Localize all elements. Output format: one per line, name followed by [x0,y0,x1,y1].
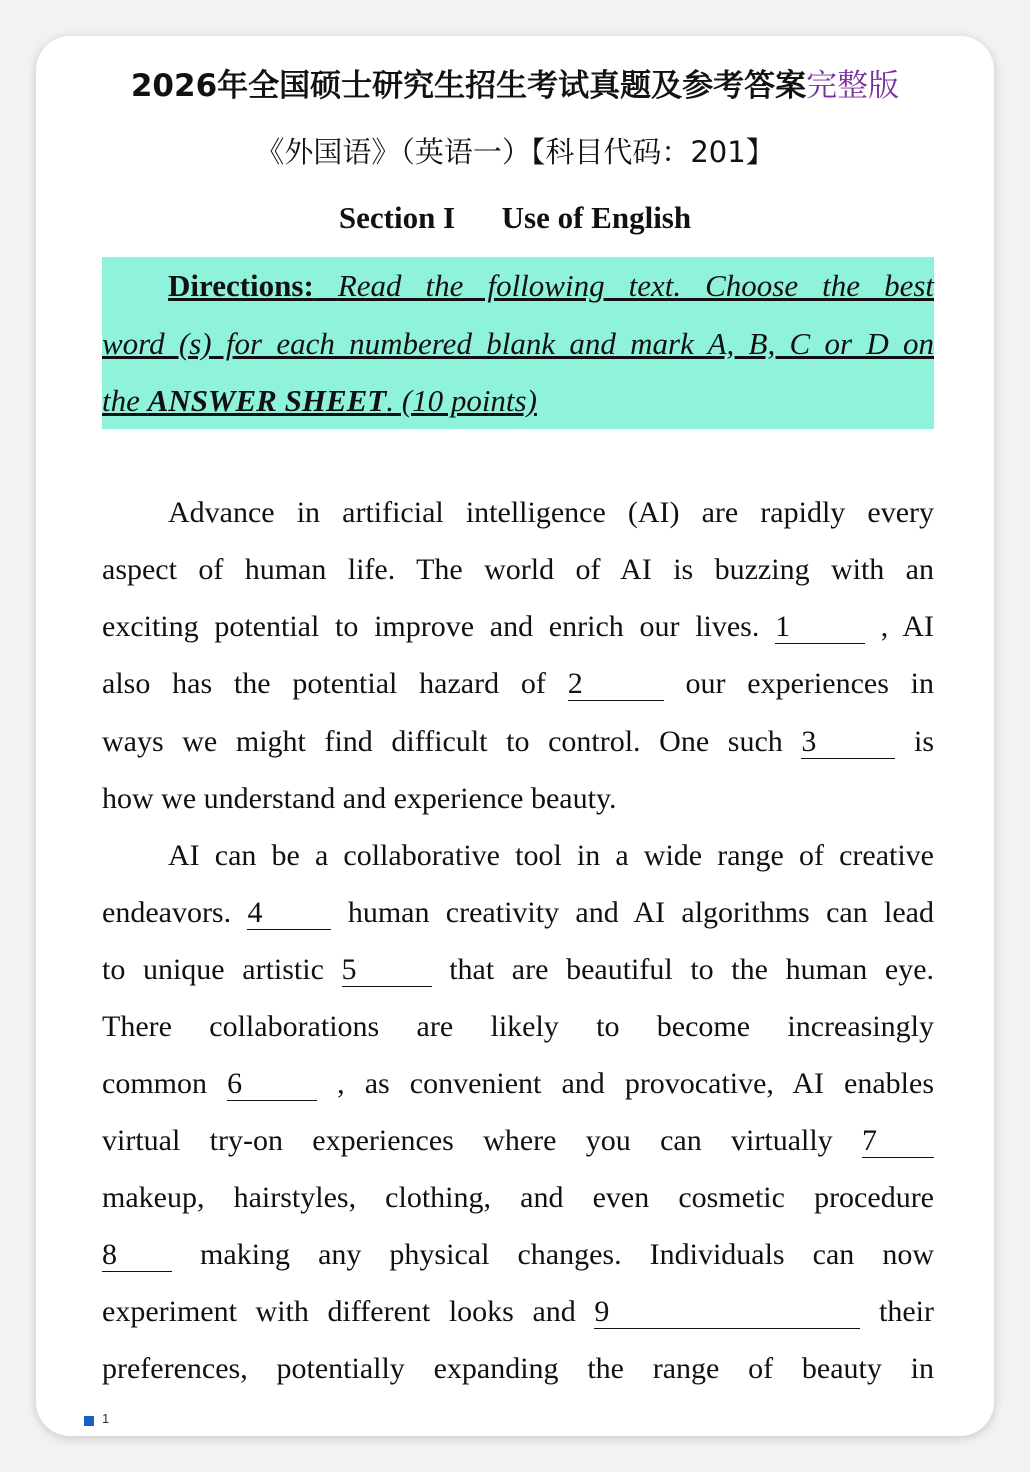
passage-text: exciting potential to improve and enrich our lives. [102,610,760,643]
passage-line [102,552,934,588]
directions-label: Directions: [168,268,314,303]
passage-line [102,1180,934,1216]
passage-line [102,781,934,817]
passage-line [102,838,934,874]
passage-text: makeup, hairstyles, clothing, and even cosmetic procedure [102,1181,934,1214]
page-marker [84,1416,94,1426]
passage-text: preferences, potentially expanding the range of beauty in [102,1352,934,1385]
passage-text: also has the potential hazard of [102,667,568,700]
directions-text-3b: . (10 points) [386,383,537,418]
passage-line [102,1123,934,1159]
exam-title [36,60,994,105]
passage-line [102,1009,934,1045]
passage-line [102,495,934,531]
passage-text: endeavors. [102,896,232,929]
passage-text: , as convenient and provocative, AI enables [337,1067,935,1100]
passage-text: virtual try-on experiences where you can virtually [102,1124,862,1157]
passage-text: that are beautiful to the human eye. [449,953,935,986]
passage-text: is [914,725,935,758]
section-heading: Section I Use of English [338,200,692,235]
passage-text: Advance in artificial intelligence (AI) are rapidly every [168,496,934,529]
passage-text: ways we might find difficult to control. One such [102,725,802,758]
passage-line [102,952,934,988]
answer-blank-2[interactable]: 2 [568,670,664,701]
document-page [36,36,994,1436]
answer-blank-7[interactable]: 7 [862,1127,934,1158]
passage-text: experiment with different looks and [102,1295,576,1328]
passage-text: aspect of human life. The world of AI is buzzing with an [102,553,934,586]
passage-line [102,895,934,931]
exam-title-main: 2026年全国硕士研究生招生考试真题及参考答案 [130,68,807,104]
passage-line [102,1351,934,1387]
directions-text-1: Read the following text. Choose the best [337,268,934,303]
directions-line-2: word (s) for each numbered blank and mark A, B, C or D on [102,326,934,361]
passage-text: common [102,1067,228,1100]
page-number: 1 [102,1411,110,1426]
passage-line [102,609,934,645]
answer-blank-6[interactable]: 6 [227,1070,317,1101]
exam-subtitle: 《外国语》（英语一）【科目代码：201】 [255,135,775,169]
passage-text: how we understand and experience beauty. [102,782,617,815]
passage-line [102,1294,934,1330]
passage-text: human creativity and AI algorithms can lead [347,896,934,929]
directions-box [102,257,934,429]
exam-title-accent: 完整版 [806,68,900,104]
answer-blank-9[interactable]: 9 [594,1298,860,1329]
directions-line-3 [102,384,537,418]
directions-line-1 [102,269,934,303]
passage-line [102,724,934,760]
passage-text: their [879,1295,935,1328]
answer-sheet-label: ANSWER SHEET [147,383,387,418]
passage-text: our experiences in [685,667,935,700]
passage-text: , AI [880,610,935,643]
passage-text: making any physical changes. Individuals can now [200,1238,934,1271]
answer-blank-5[interactable]: 5 [342,956,432,987]
passage-line [102,1066,934,1102]
passage-text: AI can be a collaborative tool in a wide range of creative [168,839,934,872]
passage-line [102,1237,934,1273]
passage-line [102,666,934,702]
answer-blank-8[interactable]: 8 [102,1241,172,1272]
passage-text: to unique artistic [102,953,342,986]
answer-blank-1[interactable]: 1 [775,613,865,644]
directions-text-3a: the [102,383,148,418]
answer-blank-4[interactable]: 4 [247,899,331,930]
passage-text: There collaborations are likely to become increasingly [102,1010,934,1043]
answer-blank-3[interactable]: 3 [801,728,895,759]
